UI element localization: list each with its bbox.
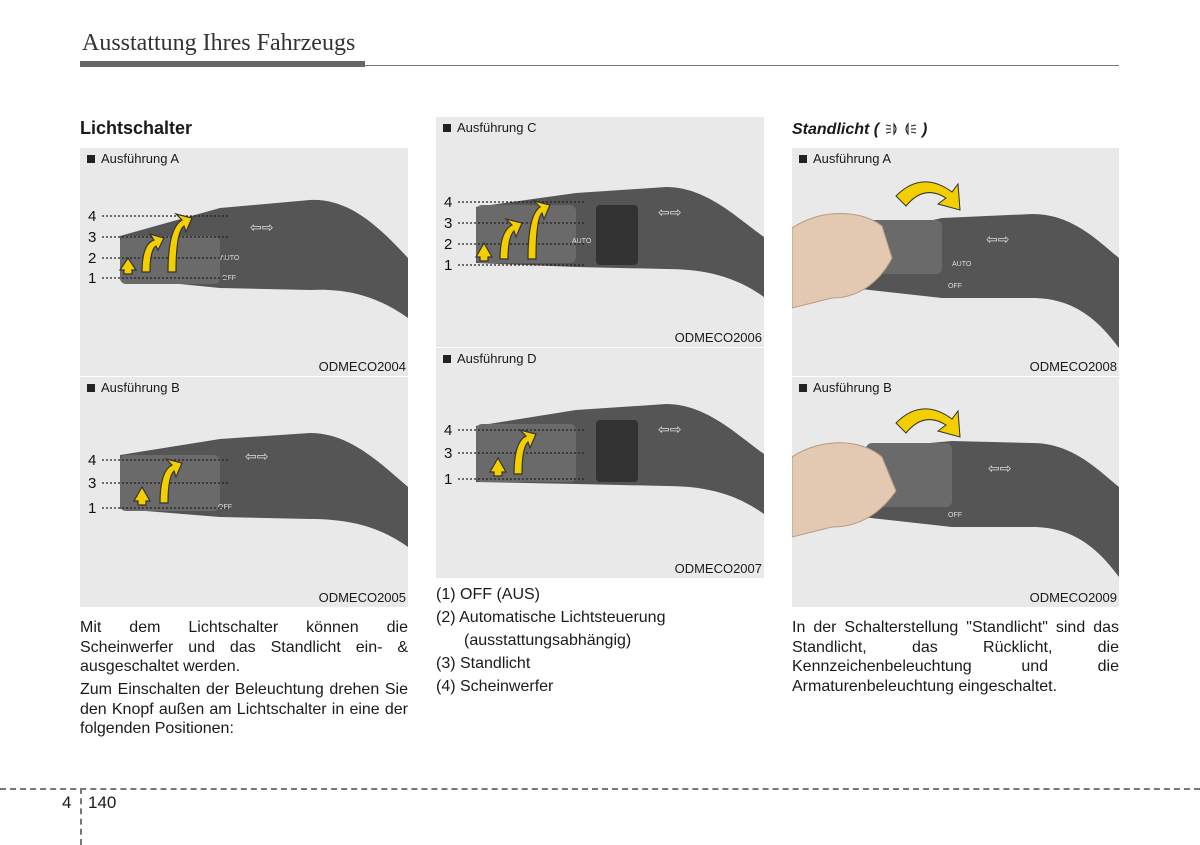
figure-code: ODMECO2008: [1029, 359, 1117, 374]
label-3: 3: [444, 445, 453, 462]
figure-caption: Ausführung B: [799, 380, 892, 395]
hand: [792, 214, 892, 309]
footer-rule: [0, 788, 1200, 790]
arrows-icon: ⇦⇨: [658, 204, 682, 220]
label-3: 3: [444, 215, 453, 232]
label-4: 4: [444, 194, 453, 211]
label-1: 1: [88, 270, 97, 287]
figure-code: ODMECO2009: [1029, 590, 1117, 605]
positions-list: [436, 583, 766, 698]
figure-code: ODMECO2007: [674, 561, 762, 576]
label-4: 4: [444, 422, 453, 439]
off-label: OFF: [948, 283, 962, 290]
label-1: 1: [444, 471, 453, 488]
label-4: 4: [88, 208, 97, 225]
arrows-icon: ⇦⇨: [986, 231, 1010, 247]
page-number: 140: [88, 793, 117, 812]
label-4: 4: [88, 452, 97, 469]
arrows-icon: ⇦⇨: [245, 448, 269, 464]
auto-label: AUTO: [952, 261, 972, 268]
hand-rotating-switch-illustration: [792, 377, 1119, 607]
label-2: 2: [88, 250, 97, 267]
figure-code: ODMECO2005: [318, 590, 406, 605]
off-label: OFF: [218, 504, 232, 511]
label-1: 1: [88, 500, 97, 517]
light-switch-stalk-illustration: [436, 348, 764, 578]
section-number: 4: [62, 793, 72, 812]
arrows-icon: ⇦⇨: [988, 460, 1012, 476]
label-1: 1: [444, 257, 453, 274]
auto-label: AUTO: [220, 255, 240, 262]
figure-caption: Ausführung A: [87, 151, 179, 166]
stalk-button: [596, 205, 638, 265]
light-switch-stalk-illustration: [436, 117, 764, 347]
arrows-icon: ⇦⇨: [250, 219, 274, 235]
auto-label: AUTO: [572, 238, 592, 245]
heading-text: Standlicht (: [792, 121, 880, 138]
running-header: Ausstattung Ihres Fahrzeugs: [82, 30, 356, 56]
hand: [792, 443, 896, 537]
arrows-icon: ⇦⇨: [658, 421, 682, 437]
stalk-button: [596, 420, 638, 482]
heading-text-end: ): [922, 121, 928, 138]
footer-divider: [80, 788, 82, 845]
light-switch-stalk-illustration: [80, 148, 408, 376]
label-3: 3: [88, 229, 97, 246]
figure-caption: Ausführung B: [87, 380, 180, 395]
list-item: (ausstattungsabhängig): [464, 632, 632, 649]
rotate-arrow-icon: [896, 409, 960, 437]
figure-caption: Ausführung D: [443, 351, 537, 366]
light-switch-stalk-illustration: [80, 377, 408, 607]
figure-code: ODMECO2004: [318, 359, 406, 374]
figure-caption: Ausführung C: [443, 120, 537, 135]
figure-ausfuehrung-c: [436, 117, 764, 347]
label-2: 2: [444, 236, 453, 253]
figure-standlicht-b: [792, 377, 1119, 607]
figure-ausfuehrung-d: [436, 348, 764, 578]
off-label: OFF: [948, 512, 962, 519]
figure-code: ODMECO2006: [674, 330, 762, 345]
paragraph-positions: Zum Einschalten der Beleuchtung drehen Sie den Knopf außen am Lichtschalter in eine der folgenden Positionen:: [80, 681, 408, 737]
rotate-arrow-icon: [896, 182, 960, 210]
figure-standlicht-a: [792, 148, 1119, 376]
header-rule: [365, 65, 1119, 66]
paragraph-intro: Mit dem Lichtschalter können die Scheinwerfer und das Standlicht ein- & ausgeschaltet werden.: [80, 619, 408, 675]
section-heading-lichtschalter: Lichtschalter: [80, 118, 193, 138]
list-item: (4) Scheinwerfer: [436, 678, 554, 695]
figure-caption: Ausführung A: [799, 151, 891, 166]
figure-ausfuehrung-a: [80, 148, 408, 376]
section-heading-standlicht: [792, 121, 927, 139]
list-item: (1) OFF (AUS): [436, 586, 540, 603]
parking-light-icon: [884, 122, 918, 136]
off-label: OFF: [222, 275, 236, 282]
header-bar: [80, 61, 365, 67]
hand-rotating-switch-illustration: [792, 148, 1119, 376]
figure-ausfuehrung-b: [80, 377, 408, 607]
list-item: (2) Automatische Lichtsteuerung: [436, 609, 666, 626]
list-item: (3) Standlicht: [436, 655, 531, 672]
label-3: 3: [88, 475, 97, 492]
paragraph-standlicht: In der Schalterstellung "Standlicht" sind das Standlicht, das Rücklicht, die Kennzeichenbeleuchtung und die Armaturenbeleuchtung eingeschaltet.: [792, 619, 1119, 695]
